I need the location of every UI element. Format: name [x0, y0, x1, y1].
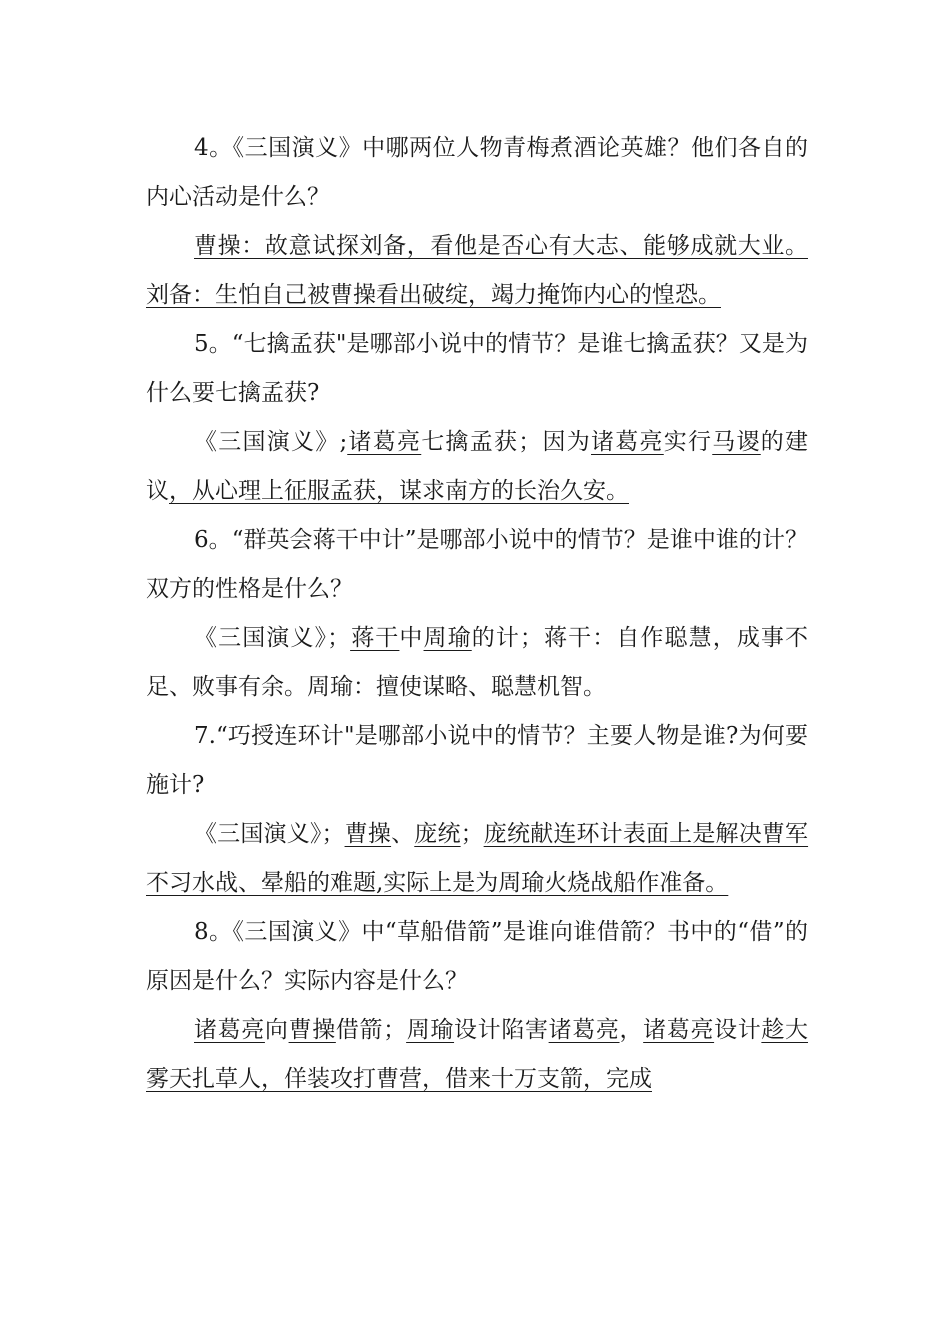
underlined-answer-text: 诸葛亮 [643, 1017, 715, 1043]
text-segment: 、 [391, 821, 415, 847]
underlined-answer-text: 周瑜 [406, 1017, 455, 1043]
underlined-answer-text: ，从心理上征服孟获，谋求南方的长治久安。 [169, 478, 629, 504]
text-segment: 设计 [714, 1017, 762, 1043]
underlined-answer-text: 曹操 [288, 1017, 336, 1043]
question-paragraph [146, 908, 808, 1006]
text-segment: 的计；蒋干：自作聪慧，成事不足、败事有余。周瑜：擅使谋略、聪慧机智。 [146, 625, 809, 700]
text-segment: 向 [264, 1017, 289, 1043]
text-segment: 7.“巧授连环计"是哪部小说中的情节？主要人物是谁?为何要施计? [146, 723, 808, 798]
text-segment: 的建议 [146, 429, 808, 504]
text-segment: ； [460, 821, 484, 847]
answer-paragraph [146, 222, 808, 320]
text-segment: 中 [399, 625, 424, 651]
document-page [146, 124, 808, 1104]
underlined-answer-text: 庞统 [414, 821, 461, 847]
underlined-answer-text: 诸葛亮 [591, 429, 664, 455]
text-segment: 8。《三国演义》中“草船借箭”是谁向谁借箭？书中的“借”的原因是什么？实际内容是什么？ [146, 919, 808, 994]
question-paragraph [146, 712, 808, 810]
text-segment: 七擒孟获；因为 [421, 429, 591, 455]
underlined-answer-text: 趁大雾天扎草人，佯装攻打曹营，借来十万支箭，完成 [146, 1017, 809, 1092]
underlined-answer-text: 诸葛亮 [194, 1017, 265, 1043]
answer-paragraph [146, 1006, 808, 1104]
answer-paragraph [146, 810, 808, 908]
underlined-answer-text: 曹操 [344, 821, 392, 847]
question-paragraph [146, 320, 808, 418]
underlined-answer-text: 周瑜 [423, 625, 472, 651]
text-segment: 实行 [663, 429, 713, 455]
question-paragraph [146, 516, 808, 614]
text-segment: 《三国演义》； [194, 821, 345, 847]
text-segment: 4。《三国演义》中哪两位人物青梅煮酒论英雄？他们各自的内心活动是什么？ [146, 135, 808, 210]
text-segment: 6。“群英会蒋干中计”是哪部小说中的情节？是谁中谁的计？双方的性格是什么？ [146, 527, 808, 602]
underlined-answer-text: 蒋干 [350, 625, 400, 651]
underlined-answer-text: 诸葛亮 [548, 1017, 620, 1043]
answer-paragraph [146, 418, 808, 516]
answer-paragraph [146, 614, 808, 712]
underlined-answer-text: 曹操：故意试探刘备，看他是否心有大志、能够成就大业。刘备：生怕自己被曹操看出破绽，竭力掩饰内心的惶恐。 [146, 233, 808, 308]
underlined-answer-text: 诸葛亮 [347, 429, 422, 455]
underlined-answer-text: 庞统献连环计表面上是解决曹军不习水战、晕船的难题,实际上是为周瑜火烧战船作准备。 [146, 821, 809, 896]
text-segment: ， [619, 1017, 644, 1043]
text-segment: 借箭； [335, 1017, 407, 1043]
text-segment: 设计陷害 [454, 1017, 549, 1043]
underlined-answer-text: 马谡 [712, 429, 761, 455]
text-segment: 5。“七擒孟获"是哪部小说中的情节？是谁七擒孟获？又是为什么要七擒孟获? [146, 331, 808, 406]
question-paragraph [146, 124, 808, 222]
text-segment: 《三国演义》; [194, 429, 348, 455]
text-segment: 《三国演义》； [194, 625, 351, 651]
